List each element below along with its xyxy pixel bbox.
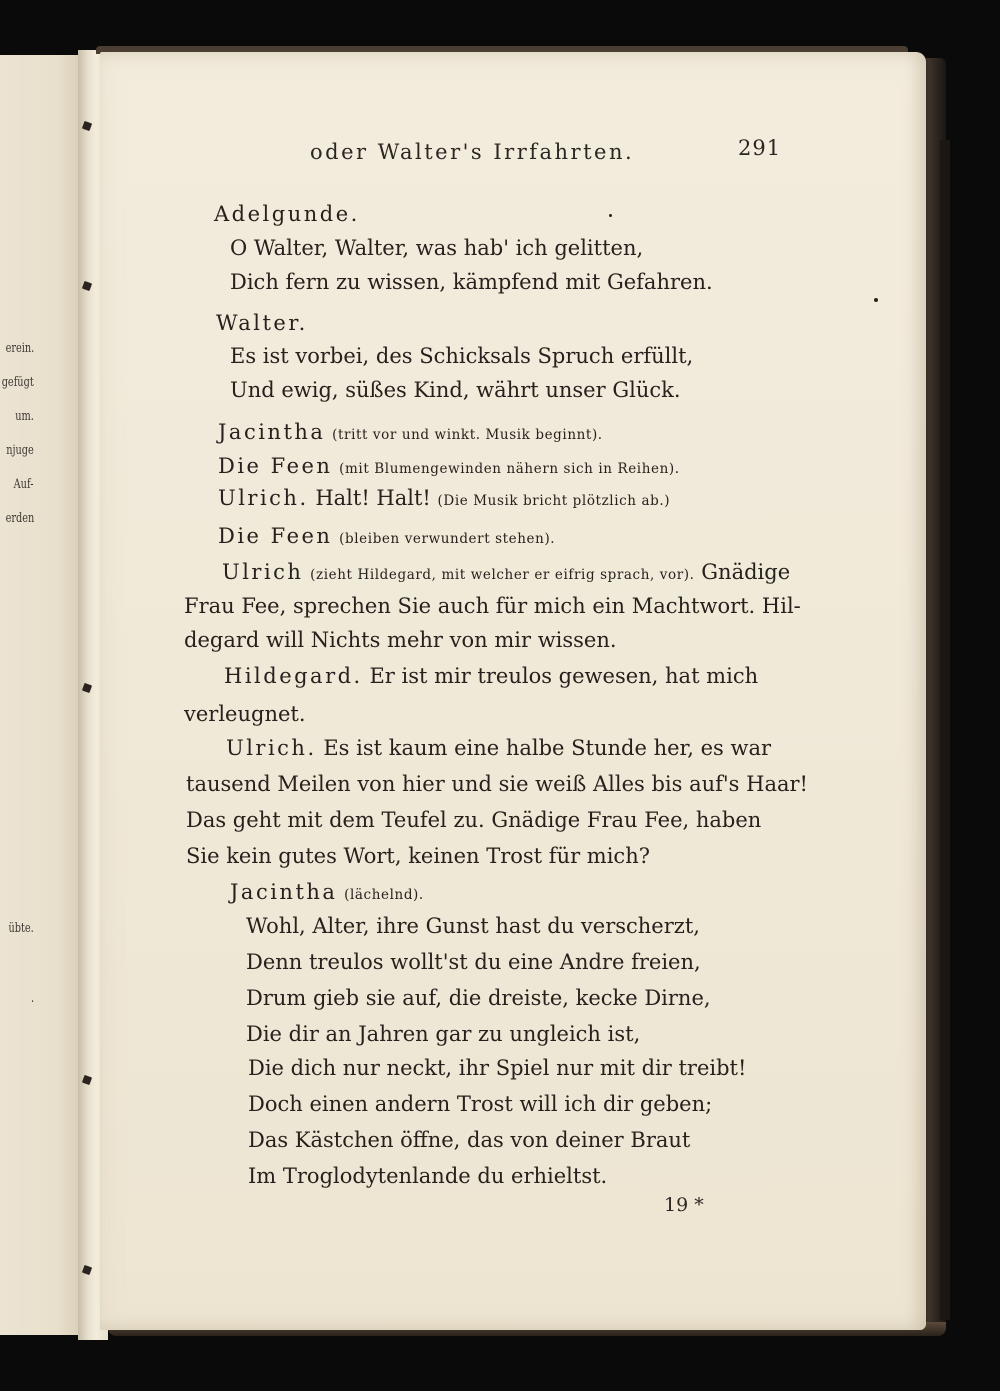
stage-direction: (mit Blumengewinden nähern sich in Reihen). bbox=[339, 461, 680, 477]
speaker-name: Ulrich. bbox=[226, 736, 317, 760]
paper-speck bbox=[874, 298, 878, 302]
text-line: Es ist vorbei, des Schicksals Spruch erfüllt, bbox=[230, 344, 694, 368]
text-line: Wohl, Alter, ihre Gunst hast du verscherzt, bbox=[246, 914, 700, 938]
text-line: Das Kästchen öffne, das von deiner Braut bbox=[248, 1128, 691, 1152]
text-line: Sie kein gutes Wort, keinen Trost für mich? bbox=[186, 844, 650, 868]
text-line bbox=[218, 420, 603, 444]
text-line: O Walter, Walter, was hab' ich gelitten, bbox=[230, 236, 644, 260]
text-line bbox=[218, 454, 680, 478]
running-title: oder Walter's Irrfahrten. bbox=[310, 140, 635, 164]
paper-speck bbox=[609, 214, 612, 217]
text-line: Drum gieb sie auf, die dreiste, kecke Dirne, bbox=[246, 986, 711, 1010]
text-line bbox=[226, 736, 771, 760]
left-fragment: njuge bbox=[6, 443, 34, 458]
left-fragment: um. bbox=[15, 409, 34, 424]
left-fragment: gefügt bbox=[1, 375, 34, 390]
text-line: Im Troglodytenlande du erhieltst. bbox=[248, 1164, 608, 1188]
left-fragment: . bbox=[30, 991, 34, 1006]
text-line: Denn treulos wollt'st du eine Andre freien, bbox=[246, 950, 701, 974]
spoken-text: Er ist mir treulos gewesen, hat mich bbox=[369, 664, 759, 688]
speaker-name: Jacintha bbox=[230, 880, 338, 904]
spoken-text: Gnädige bbox=[701, 560, 791, 584]
left-fragment: erden bbox=[5, 511, 34, 526]
text-line bbox=[218, 524, 555, 548]
text-line bbox=[224, 664, 758, 688]
text-line bbox=[222, 560, 790, 584]
speaker-name: Hildegard. bbox=[224, 664, 363, 688]
text-line bbox=[218, 486, 670, 510]
stage-direction: (zieht Hildegard, mit welcher er eifrig sprach, vor). bbox=[310, 567, 695, 583]
stage-direction: (lächelnd). bbox=[344, 887, 424, 903]
text-line: Und ewig, süßes Kind, währt unser Glück. bbox=[230, 378, 681, 402]
left-fragment: Auf- bbox=[14, 477, 34, 492]
left-fragment: erein. bbox=[5, 341, 34, 356]
speaker-name: Ulrich bbox=[222, 560, 304, 584]
text-line: tausend Meilen von hier und sie weiß Alles bis auf's Haar! bbox=[186, 772, 808, 796]
speaker-name: Walter. bbox=[216, 311, 308, 335]
signature-mark: 19 * bbox=[664, 1194, 704, 1216]
text-line: Die dir an Jahren gar zu ungleich ist, bbox=[246, 1022, 641, 1046]
speaker-name: Jacintha bbox=[218, 420, 326, 444]
speaker-name: Ulrich. bbox=[218, 486, 309, 510]
text-line: Die dich nur neckt, ihr Spiel nur mit dir treibt! bbox=[248, 1056, 747, 1080]
text-line bbox=[214, 202, 360, 226]
speaker-name: Die Feen bbox=[218, 454, 333, 478]
page-number: 291 bbox=[738, 136, 782, 160]
text-line: Doch einen andern Trost will ich dir geben; bbox=[248, 1092, 713, 1116]
stage-direction: (bleiben verwundert stehen). bbox=[339, 531, 556, 547]
speaker-name: Die Feen bbox=[218, 524, 333, 548]
stage-direction: (tritt vor und winkt. Musik beginnt). bbox=[332, 427, 603, 443]
text-line: degard will Nichts mehr von mir wissen. bbox=[184, 628, 617, 652]
spoken-text: Es ist kaum eine halbe Stunde her, es war bbox=[323, 736, 772, 760]
text-line bbox=[230, 880, 424, 904]
speaker-name: Adelgunde. bbox=[214, 202, 360, 226]
spoken-text: Halt! Halt! bbox=[315, 486, 431, 510]
text-line: Dich fern zu wissen, kämpfend mit Gefahren. bbox=[230, 270, 713, 294]
stage-direction: (Die Musik bricht plötzlich ab.) bbox=[437, 493, 671, 509]
text-line: Frau Fee, sprechen Sie auch für mich ein Machtwort. Hil- bbox=[184, 594, 801, 618]
left-page bbox=[0, 55, 82, 1335]
text-line: Das geht mit dem Teufel zu. Gnädige Frau Fee, haben bbox=[186, 808, 762, 832]
left-fragment: übte. bbox=[8, 921, 34, 936]
book-cover-edge bbox=[940, 140, 950, 1320]
text-line bbox=[216, 311, 308, 335]
text-line: verleugnet. bbox=[184, 702, 306, 726]
